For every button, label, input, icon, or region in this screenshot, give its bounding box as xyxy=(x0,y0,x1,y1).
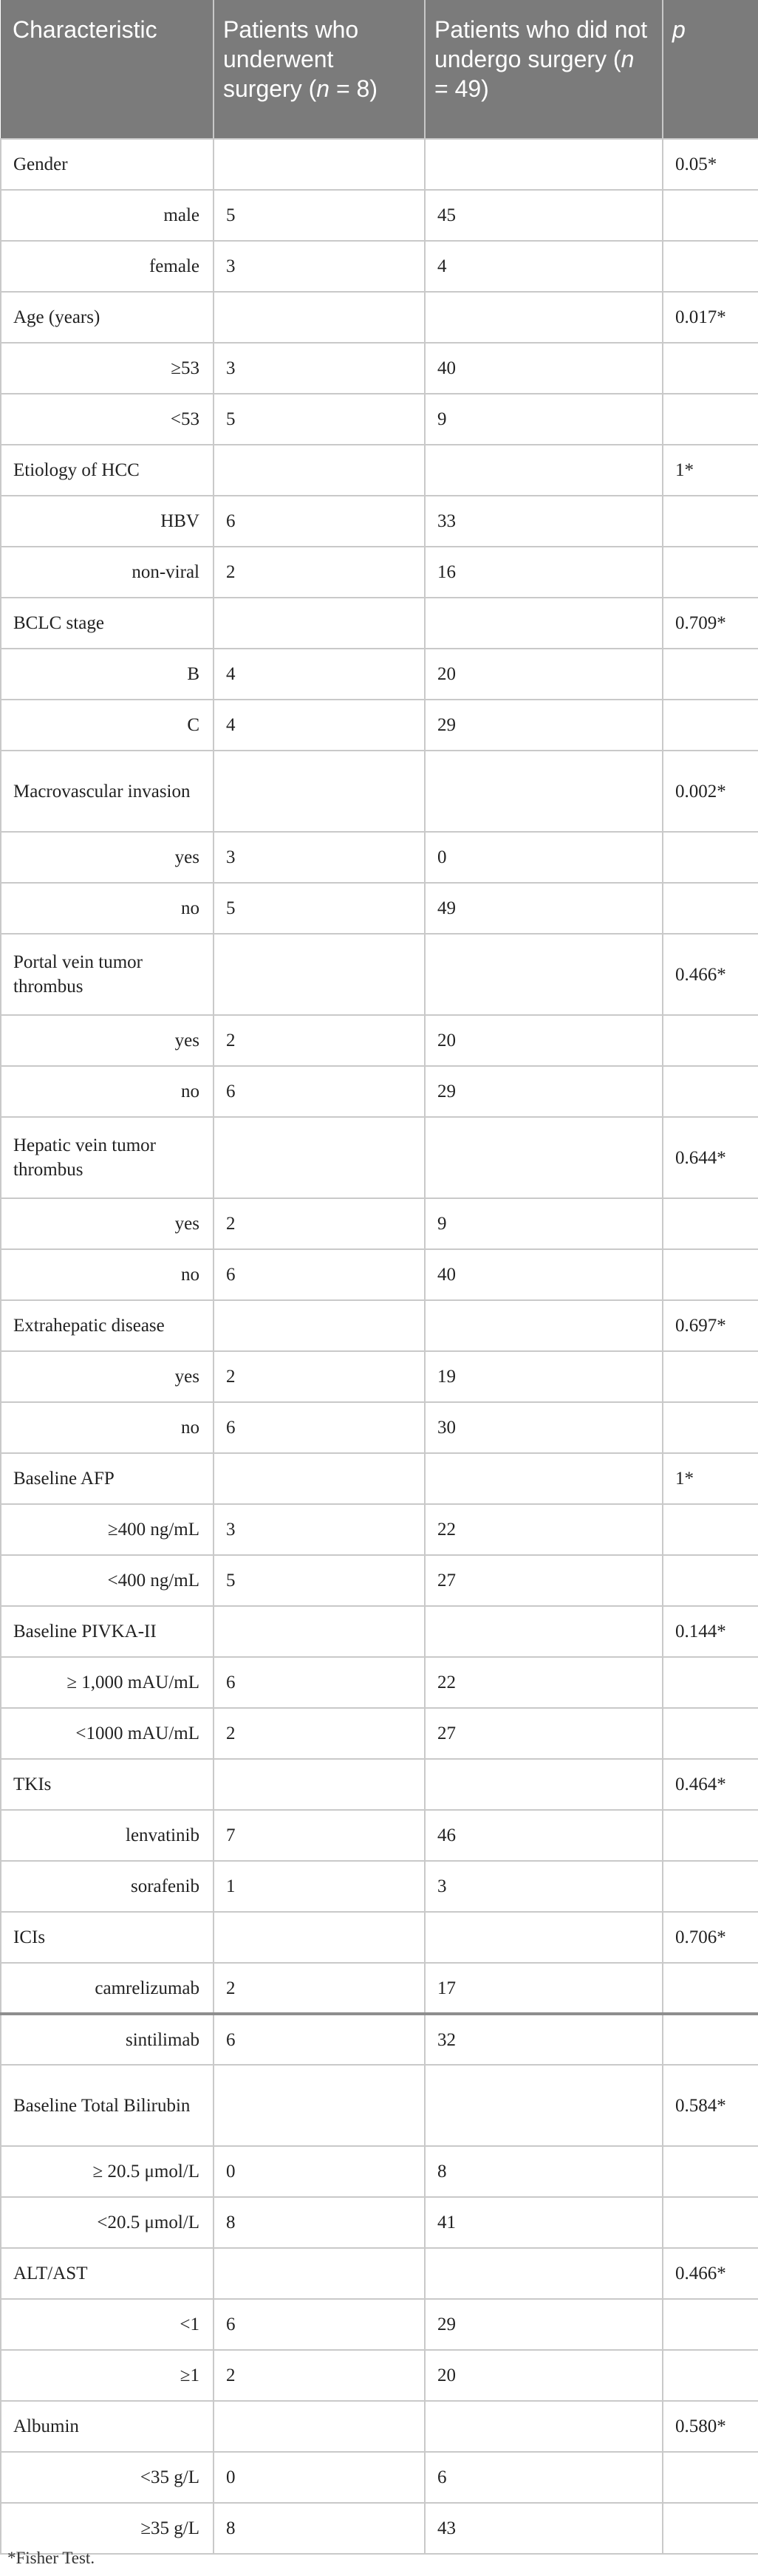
characteristic-cell: Gender xyxy=(1,139,214,190)
surgery-count-cell: 5 xyxy=(214,883,425,934)
characteristic-cell: Portal vein tumor thrombus xyxy=(1,934,214,1015)
no-surgery-count-cell xyxy=(425,751,663,832)
no-surgery-count-cell: 29 xyxy=(425,2299,663,2350)
table-row xyxy=(1,832,758,883)
p-value-cell: 0.709* xyxy=(663,598,758,649)
table-row xyxy=(1,190,758,241)
surgery-count-cell: 2 xyxy=(214,547,425,598)
surgery-count-cell: 5 xyxy=(214,190,425,241)
p-value-cell xyxy=(663,1015,758,1066)
p-value-cell xyxy=(663,1066,758,1117)
subcategory-cell: <400 ng/mL xyxy=(1,1555,214,1606)
surgery-count-cell: 5 xyxy=(214,394,425,445)
p-value-cell xyxy=(663,2014,758,2065)
table-row xyxy=(1,1453,758,1504)
surgery-count-cell xyxy=(214,1912,425,1963)
table-row xyxy=(1,241,758,292)
subcategory-cell: ≥ 20.5 μmol/L xyxy=(1,2146,214,2197)
table-row xyxy=(1,883,758,934)
table-row xyxy=(1,1402,758,1453)
header-characteristic: Characteristic xyxy=(1,0,214,139)
table-row xyxy=(1,1504,758,1555)
surgery-count-cell: 8 xyxy=(214,2197,425,2248)
subcategory-cell: sintilimab xyxy=(1,2014,214,2065)
surgery-count-cell: 2 xyxy=(214,2350,425,2401)
p-value-cell xyxy=(663,1198,758,1249)
no-surgery-count-cell xyxy=(425,1606,663,1657)
p-value-cell xyxy=(663,2503,758,2554)
no-surgery-count-cell xyxy=(425,598,663,649)
table-row xyxy=(1,1249,758,1300)
table-row xyxy=(1,2452,758,2503)
table-row xyxy=(1,1708,758,1759)
surgery-count-cell: 1 xyxy=(214,1861,425,1912)
header-row xyxy=(1,0,758,139)
no-surgery-count-cell: 20 xyxy=(425,2350,663,2401)
table-row xyxy=(1,394,758,445)
surgery-count-cell: 7 xyxy=(214,1810,425,1861)
subcategory-cell: <1000 mAU/mL xyxy=(1,1708,214,1759)
table-body xyxy=(1,139,758,2554)
p-value-cell xyxy=(663,1555,758,1606)
surgery-count-cell xyxy=(214,1453,425,1504)
p-value-cell: 0.017* xyxy=(663,292,758,343)
surgery-count-cell: 3 xyxy=(214,832,425,883)
subcategory-cell: sorafenib xyxy=(1,1861,214,1912)
surgery-count-cell: 6 xyxy=(214,1249,425,1300)
subcategory-cell: <1 xyxy=(1,2299,214,2350)
table-row xyxy=(1,1198,758,1249)
surgery-count-cell: 2 xyxy=(214,1963,425,2014)
table-row xyxy=(1,751,758,832)
surgery-count-cell: 2 xyxy=(214,1708,425,1759)
header-no-surgery xyxy=(425,0,663,139)
surgery-count-cell: 6 xyxy=(214,1657,425,1708)
subcategory-cell: camrelizumab xyxy=(1,1963,214,2014)
no-surgery-count-cell: 0 xyxy=(425,832,663,883)
no-surgery-count-cell: 49 xyxy=(425,883,663,934)
p-value-cell xyxy=(663,1351,758,1402)
table-header xyxy=(1,0,758,139)
characteristic-cell: Baseline PIVKA-II xyxy=(1,1606,214,1657)
no-surgery-count-cell xyxy=(425,1117,663,1198)
no-surgery-count-cell xyxy=(425,1912,663,1963)
subcategory-cell: non-viral xyxy=(1,547,214,598)
no-surgery-count-cell: 40 xyxy=(425,343,663,394)
table-row xyxy=(1,1555,758,1606)
no-surgery-count-cell: 16 xyxy=(425,547,663,598)
table-row xyxy=(1,1300,758,1351)
surgery-count-cell: 3 xyxy=(214,343,425,394)
p-value-cell: 0.584* xyxy=(663,2065,758,2146)
table-row xyxy=(1,2350,758,2401)
p-value-cell: 0.144* xyxy=(663,1606,758,1657)
p-value-cell xyxy=(663,1810,758,1861)
no-surgery-count-cell: 19 xyxy=(425,1351,663,1402)
subcategory-cell: yes xyxy=(1,1198,214,1249)
table-row xyxy=(1,2197,758,2248)
p-value-cell xyxy=(663,1963,758,2014)
table-row xyxy=(1,1963,758,2014)
p-value-cell: 0.466* xyxy=(663,2248,758,2299)
subcategory-cell: C xyxy=(1,700,214,751)
table-row xyxy=(1,1066,758,1117)
characteristic-cell: Extrahepatic disease xyxy=(1,1300,214,1351)
no-surgery-count-cell xyxy=(425,139,663,190)
characteristic-cell: Hepatic vein tumor thrombus xyxy=(1,1117,214,1198)
footnote: *Fisher Test. xyxy=(7,2549,95,2567)
table-row xyxy=(1,700,758,751)
p-value-cell xyxy=(663,1402,758,1453)
surgery-count-cell: 6 xyxy=(214,1066,425,1117)
characteristic-cell: Baseline Total Bilirubin xyxy=(1,2065,214,2146)
p-value-cell xyxy=(663,2452,758,2503)
no-surgery-count-cell: 20 xyxy=(425,1015,663,1066)
table-row xyxy=(1,1606,758,1657)
subcategory-cell: <35 g/L xyxy=(1,2452,214,2503)
no-surgery-count-cell: 45 xyxy=(425,190,663,241)
characteristic-cell: ALT/AST xyxy=(1,2248,214,2299)
characteristic-cell: Macrovascular invasion xyxy=(1,751,214,832)
p-value-cell: 0.580* xyxy=(663,2401,758,2452)
table-row xyxy=(1,2299,758,2350)
table-row xyxy=(1,2065,758,2146)
no-surgery-count-cell xyxy=(425,2248,663,2299)
surgery-count-cell xyxy=(214,1300,425,1351)
surgery-count-cell xyxy=(214,1117,425,1198)
characteristic-cell: Albumin xyxy=(1,2401,214,2452)
table-row xyxy=(1,2503,758,2554)
p-value-cell xyxy=(663,190,758,241)
subcategory-cell: ≥1 xyxy=(1,2350,214,2401)
surgery-count-cell: 2 xyxy=(214,1198,425,1249)
p-value-cell: 0.706* xyxy=(663,1912,758,1963)
no-surgery-count-cell: 22 xyxy=(425,1504,663,1555)
no-surgery-count-cell: 46 xyxy=(425,1810,663,1861)
characteristic-cell: Baseline AFP xyxy=(1,1453,214,1504)
surgery-count-cell: 0 xyxy=(214,2452,425,2503)
subcategory-cell: yes xyxy=(1,1015,214,1066)
surgery-count-cell: 3 xyxy=(214,1504,425,1555)
p-value-cell xyxy=(663,1861,758,1912)
no-surgery-count-cell: 6 xyxy=(425,2452,663,2503)
surgery-count-cell xyxy=(214,2065,425,2146)
subcategory-cell: HBV xyxy=(1,496,214,547)
no-surgery-count-cell xyxy=(425,1759,663,1810)
table-row xyxy=(1,139,758,190)
table-row xyxy=(1,2248,758,2299)
characteristic-cell: Age (years) xyxy=(1,292,214,343)
no-surgery-count-cell xyxy=(425,2401,663,2452)
no-surgery-count-cell: 30 xyxy=(425,1402,663,1453)
p-value-cell xyxy=(663,2146,758,2197)
characteristic-cell: ICIs xyxy=(1,1912,214,1963)
table-row xyxy=(1,1912,758,1963)
surgery-count-cell: 5 xyxy=(214,1555,425,1606)
header-surgery-suffix: = 8) xyxy=(330,75,378,102)
table-row xyxy=(1,1351,758,1402)
p-value-cell: 1* xyxy=(663,445,758,496)
surgery-count-cell: 2 xyxy=(214,1015,425,1066)
p-value-cell xyxy=(663,700,758,751)
table-row xyxy=(1,2401,758,2452)
table-row xyxy=(1,1810,758,1861)
no-surgery-count-cell xyxy=(425,1300,663,1351)
subcategory-cell: no xyxy=(1,1066,214,1117)
subcategory-cell: ≥400 ng/mL xyxy=(1,1504,214,1555)
table-row xyxy=(1,934,758,1015)
p-value-cell xyxy=(663,2299,758,2350)
no-surgery-count-cell xyxy=(425,2065,663,2146)
subcategory-cell: <53 xyxy=(1,394,214,445)
no-surgery-count-cell: 3 xyxy=(425,1861,663,1912)
surgery-count-cell: 6 xyxy=(214,2299,425,2350)
surgery-count-cell xyxy=(214,751,425,832)
p-value-cell xyxy=(663,343,758,394)
table-row xyxy=(1,1657,758,1708)
surgery-count-cell: 4 xyxy=(214,700,425,751)
p-value-cell xyxy=(663,2350,758,2401)
no-surgery-count-cell: 33 xyxy=(425,496,663,547)
surgery-count-cell xyxy=(214,139,425,190)
p-value-cell xyxy=(663,496,758,547)
subcategory-cell: no xyxy=(1,1249,214,1300)
no-surgery-count-cell xyxy=(425,292,663,343)
table-row xyxy=(1,2146,758,2197)
surgery-count-cell: 6 xyxy=(214,496,425,547)
table-row xyxy=(1,598,758,649)
no-surgery-count-cell: 43 xyxy=(425,2503,663,2554)
table-row xyxy=(1,1015,758,1066)
surgery-count-cell: 8 xyxy=(214,2503,425,2554)
no-surgery-count-cell: 4 xyxy=(425,241,663,292)
surgery-count-cell xyxy=(214,445,425,496)
table-row xyxy=(1,1759,758,1810)
table-row xyxy=(1,445,758,496)
table-row xyxy=(1,343,758,394)
no-surgery-count-cell: 22 xyxy=(425,1657,663,1708)
p-value-cell: 0.644* xyxy=(663,1117,758,1198)
no-surgery-count-cell xyxy=(425,1453,663,1504)
p-value-cell xyxy=(663,1504,758,1555)
characteristic-cell: Etiology of HCC xyxy=(1,445,214,496)
table-row xyxy=(1,496,758,547)
no-surgery-count-cell: 9 xyxy=(425,394,663,445)
subcategory-cell: male xyxy=(1,190,214,241)
no-surgery-count-cell: 29 xyxy=(425,700,663,751)
p-value-cell: 1* xyxy=(663,1453,758,1504)
p-value-cell: 0.05* xyxy=(663,139,758,190)
surgery-count-cell: 6 xyxy=(214,1402,425,1453)
surgery-count-cell xyxy=(214,598,425,649)
p-value-cell xyxy=(663,394,758,445)
subcategory-cell: no xyxy=(1,883,214,934)
no-surgery-count-cell: 27 xyxy=(425,1555,663,1606)
surgery-count-cell xyxy=(214,934,425,1015)
p-value-cell xyxy=(663,649,758,700)
header-no-surgery-suffix: = 49) xyxy=(434,75,489,102)
characteristic-cell: TKIs xyxy=(1,1759,214,1810)
p-value-cell xyxy=(663,241,758,292)
p-value-cell xyxy=(663,832,758,883)
header-no-surgery-n: n xyxy=(621,46,635,72)
table-row xyxy=(1,292,758,343)
table-row xyxy=(1,2014,758,2065)
no-surgery-count-cell: 8 xyxy=(425,2146,663,2197)
no-surgery-count-cell xyxy=(425,934,663,1015)
no-surgery-count-cell: 40 xyxy=(425,1249,663,1300)
subcategory-cell: ≥53 xyxy=(1,343,214,394)
subcategory-cell: ≥35 g/L xyxy=(1,2503,214,2554)
surgery-count-cell: 0 xyxy=(214,2146,425,2197)
no-surgery-count-cell: 27 xyxy=(425,1708,663,1759)
p-value-cell xyxy=(663,1249,758,1300)
p-value-cell: 0.464* xyxy=(663,1759,758,1810)
surgery-count-cell xyxy=(214,1759,425,1810)
table-row xyxy=(1,547,758,598)
surgery-count-cell xyxy=(214,2401,425,2452)
header-surgery-prefix: Patients who underwent surgery ( xyxy=(223,16,359,102)
surgery-count-cell: 4 xyxy=(214,649,425,700)
table-row xyxy=(1,1861,758,1912)
no-surgery-count-cell: 41 xyxy=(425,2197,663,2248)
surgery-count-cell xyxy=(214,292,425,343)
no-surgery-count-cell xyxy=(425,445,663,496)
surgery-count-cell: 3 xyxy=(214,241,425,292)
surgery-count-cell xyxy=(214,2248,425,2299)
table-row xyxy=(1,1117,758,1198)
subcategory-cell: no xyxy=(1,1402,214,1453)
subcategory-cell: yes xyxy=(1,1351,214,1402)
header-surgery xyxy=(214,0,425,139)
p-value-cell: 0.697* xyxy=(663,1300,758,1351)
subcategory-cell: female xyxy=(1,241,214,292)
p-value-cell: 0.466* xyxy=(663,934,758,1015)
no-surgery-count-cell: 20 xyxy=(425,649,663,700)
p-value-cell xyxy=(663,547,758,598)
subcategory-cell: ≥ 1,000 mAU/mL xyxy=(1,1657,214,1708)
subcategory-cell: lenvatinib xyxy=(1,1810,214,1861)
subcategory-cell: <20.5 μmol/L xyxy=(1,2197,214,2248)
p-value-cell xyxy=(663,1708,758,1759)
no-surgery-count-cell: 17 xyxy=(425,1963,663,2014)
subcategory-cell: yes xyxy=(1,832,214,883)
header-surgery-n: n xyxy=(316,75,330,102)
p-value-cell: 0.002* xyxy=(663,751,758,832)
surgery-count-cell xyxy=(214,1606,425,1657)
table-row xyxy=(1,649,758,700)
surgery-count-cell: 2 xyxy=(214,1351,425,1402)
surgery-count-cell: 6 xyxy=(214,2014,425,2065)
header-p-label: p xyxy=(672,16,686,43)
header-no-surgery-prefix: Patients who did not undergo surgery ( xyxy=(434,16,648,72)
p-value-cell xyxy=(663,883,758,934)
p-value-cell xyxy=(663,2197,758,2248)
subcategory-cell: B xyxy=(1,649,214,700)
header-p-value xyxy=(663,0,758,139)
no-surgery-count-cell: 9 xyxy=(425,1198,663,1249)
p-value-cell xyxy=(663,1657,758,1708)
characteristic-cell: BCLC stage xyxy=(1,598,214,649)
no-surgery-count-cell: 32 xyxy=(425,2014,663,2065)
no-surgery-count-cell: 29 xyxy=(425,1066,663,1117)
